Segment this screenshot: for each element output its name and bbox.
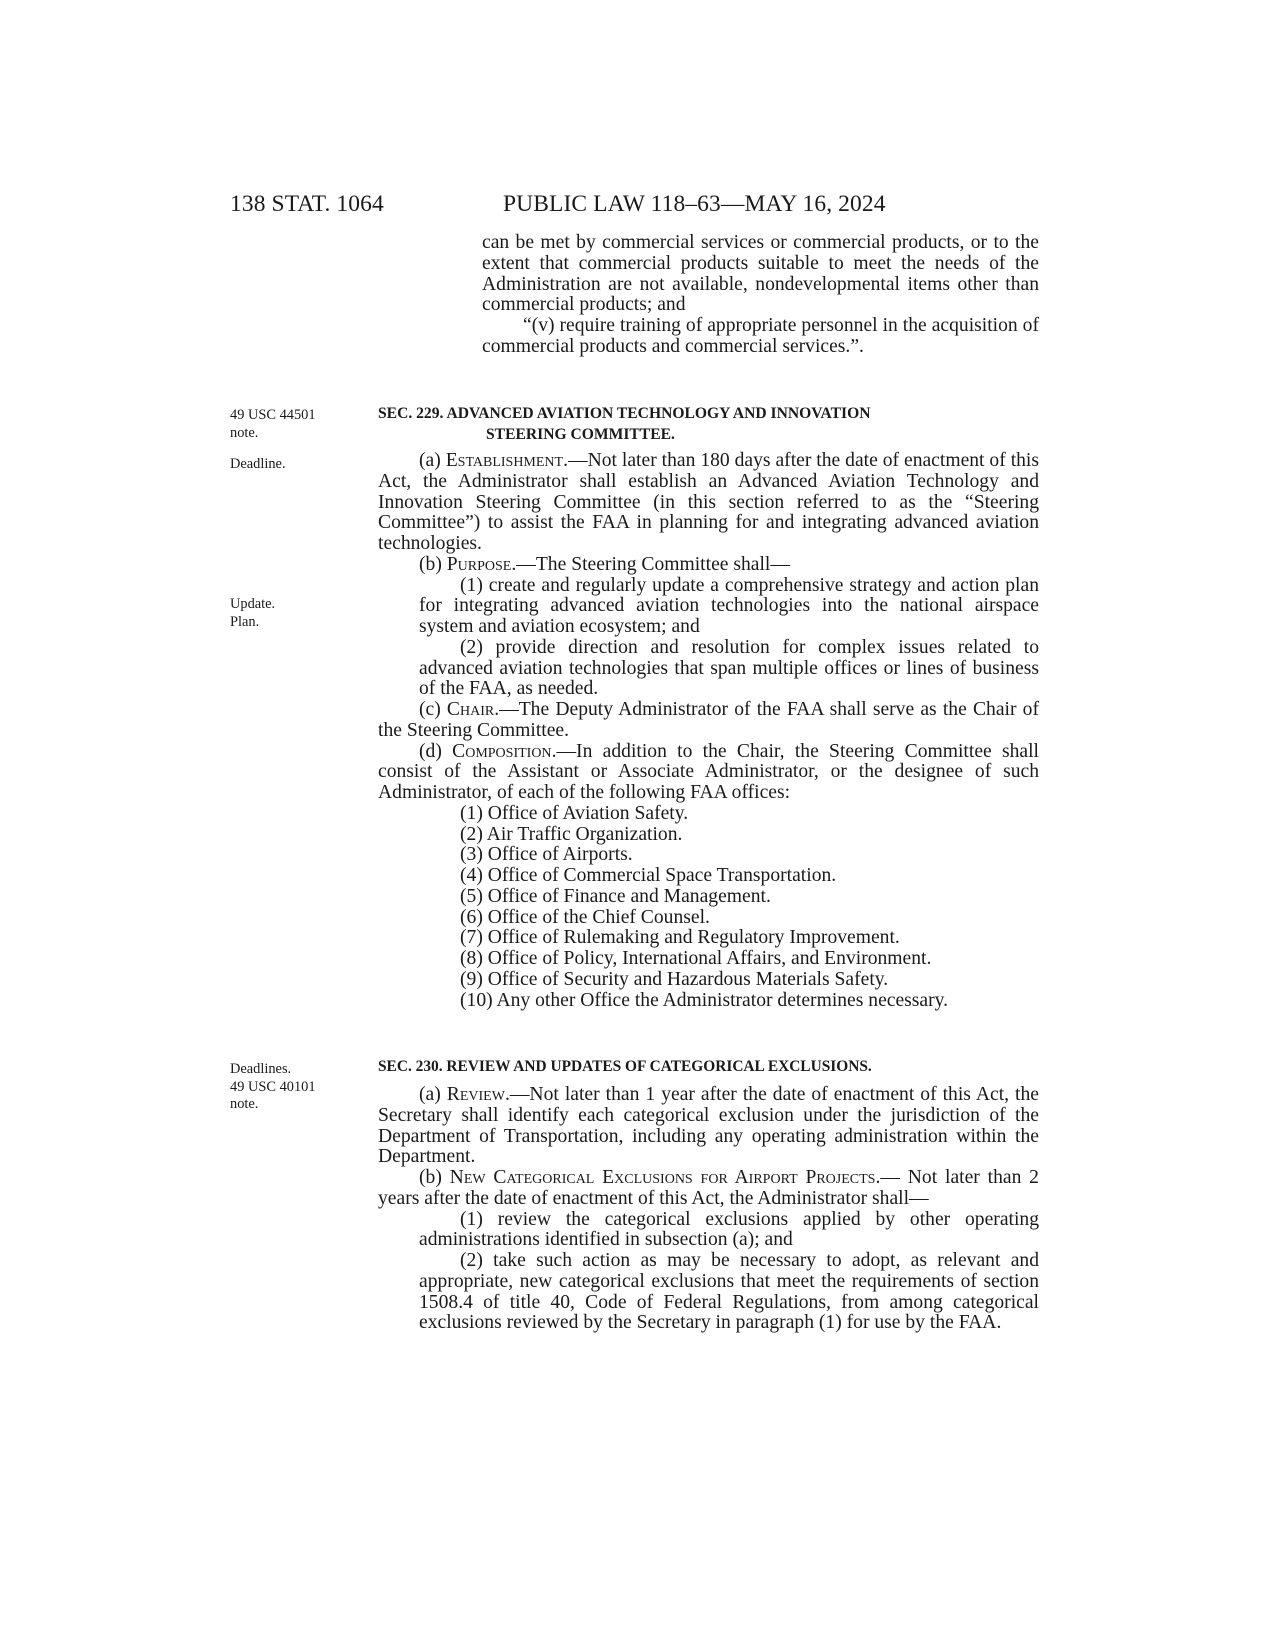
margin-note-update-plan xyxy=(230,596,355,631)
sec230-body xyxy=(378,1085,1039,1334)
clause-v: “(v) require training of appropriate personnel in the acquisition of commercial products and commercial services.”. xyxy=(482,315,1039,357)
paragraph-b2: (2) provide direction and resolution for complex issues related to advanced aviation technologies that span multiple offices or lines of business of the FAA, as needed. xyxy=(419,636,1039,700)
subsection-b: (b) Purpose.—The Steering Committee shall— xyxy=(419,553,790,575)
sec229-body xyxy=(378,451,1039,1011)
office-item: (1) Office of Aviation Safety. xyxy=(460,802,689,824)
public-law-citation: PUBLIC LAW 118–63—MAY 16, 2024 xyxy=(503,191,886,217)
office-item: (7) Office of Rulemaking and Regulatory Improvement. xyxy=(460,927,900,949)
margin-note-update: Update. xyxy=(230,596,276,612)
margin-note-deadline: Deadline. xyxy=(230,456,286,472)
clause-iv-continuation: can be met by commercial services or commercial products, or to the extent that commercial products suitable to meet the needs of the Administration are not available, nondevelopmental items other than commercial products; and xyxy=(482,232,1039,316)
margin-note-line: note. xyxy=(230,1096,259,1112)
sec229-heading xyxy=(378,404,1039,446)
sec230-heading xyxy=(378,1057,1039,1078)
office-item: (8) Office of Policy, International Affairs, and Environment. xyxy=(460,948,932,969)
caption-purpose: Purpose xyxy=(446,553,512,575)
office-item: (4) Office of Commercial Space Transportation. xyxy=(460,865,837,886)
caption-chair: Chair xyxy=(446,699,495,720)
sec230-paragraph-b1: (1) review the categorical exclusions applied by other operating administrations identified in subsection (a); and xyxy=(419,1208,1039,1251)
caption-new-categorical-exclusions: New Categorical Exclusions for Airport Projects xyxy=(449,1167,876,1188)
margin-note-line: 49 USC 40101 xyxy=(230,1078,316,1095)
office-item: (6) Office of the Chief Counsel. xyxy=(460,906,710,928)
subsection-d: (d) Composition.—In addition to the Chair, the Steering Committee shall consist of the Assistant or Associate Administrator, or the designee of such Administrator, of each of the following FAA offices: xyxy=(378,740,1039,803)
sec230-subsection-a: (a) Review.—Not later than 1 year after the date of enactment of this Act, the Secretary shall identify each categorical exclusion under the jurisdiction of the Department of Transportation, including any operating administration within the Department. xyxy=(378,1084,1039,1168)
sec229-heading-line1: SEC. 229. ADVANCED AVIATION TECHNOLOGY AND INNOVATION xyxy=(378,405,871,422)
sec229-heading-line2: STEERING COMMITTEE. xyxy=(486,425,675,443)
office-item: (5) Office of Finance and Management. xyxy=(460,885,771,907)
margin-note-plan: Plan. xyxy=(230,613,260,630)
continuation-block xyxy=(378,233,1039,358)
margin-note-line: 49 USC 44501 xyxy=(230,407,316,423)
paragraph-b1: (1) create and regularly update a comprehensive strategy and action plan for integrating advanced aviation technologies into the national airspace system and aviation ecosystem; and xyxy=(419,574,1039,637)
stat-citation: 138 STAT. 1064 xyxy=(230,191,384,217)
office-item: (9) Office of Security and Hazardous Materials Safety. xyxy=(460,968,889,990)
caption-composition: Composition xyxy=(452,740,552,762)
office-item: (3) Office of Airports. xyxy=(460,844,633,866)
margin-note-sec230 xyxy=(230,1061,355,1114)
caption-establishment: Establishment xyxy=(445,450,564,471)
margin-note-sec229 xyxy=(230,407,355,442)
office-list xyxy=(378,804,1039,991)
sec230-heading-text: SEC. 230. REVIEW AND UPDATES OF CATEGORICAL EXCLUSIONS. xyxy=(378,1058,872,1075)
office-item: (2) Air Traffic Organization. xyxy=(460,823,683,845)
sec230-subsection-b: (b) New Categorical Exclusions for Airport Projects.— Not later than 2 years after the date of enactment of this Act, the Administrator shall— xyxy=(378,1167,1039,1209)
office-item-10: (10) Any other Office the Administrator determines necessary. xyxy=(460,989,949,1011)
caption-review: Review xyxy=(446,1084,505,1105)
subsection-c: (c) Chair.—The Deputy Administrator of the FAA shall serve as the Chair of the Steering Committee. xyxy=(378,699,1039,741)
margin-note-line: Deadlines. xyxy=(230,1061,292,1077)
margin-note-line: note. xyxy=(230,424,259,441)
subsection-a: (a) Establishment.—Not later than 180 days after the date of enactment of this Act, the Administrator shall establish an Advanced Aviation Technology and Innovation Steering Committee (in this section referred to as the “Steering Committee”) to assist the FAA in planning for and integrating advanced aviation technologies. xyxy=(378,450,1039,554)
sec230-paragraph-b2: (2) take such action as may be necessary to adopt, as relevant and appropriate, new categorical exclusions that meet the requirements of section 1508.4 of title 40, Code of Federal Regulations, from among categorical exclusions reviewed by the Secretary in paragraph (1) for use by the FAA. xyxy=(419,1250,1039,1334)
